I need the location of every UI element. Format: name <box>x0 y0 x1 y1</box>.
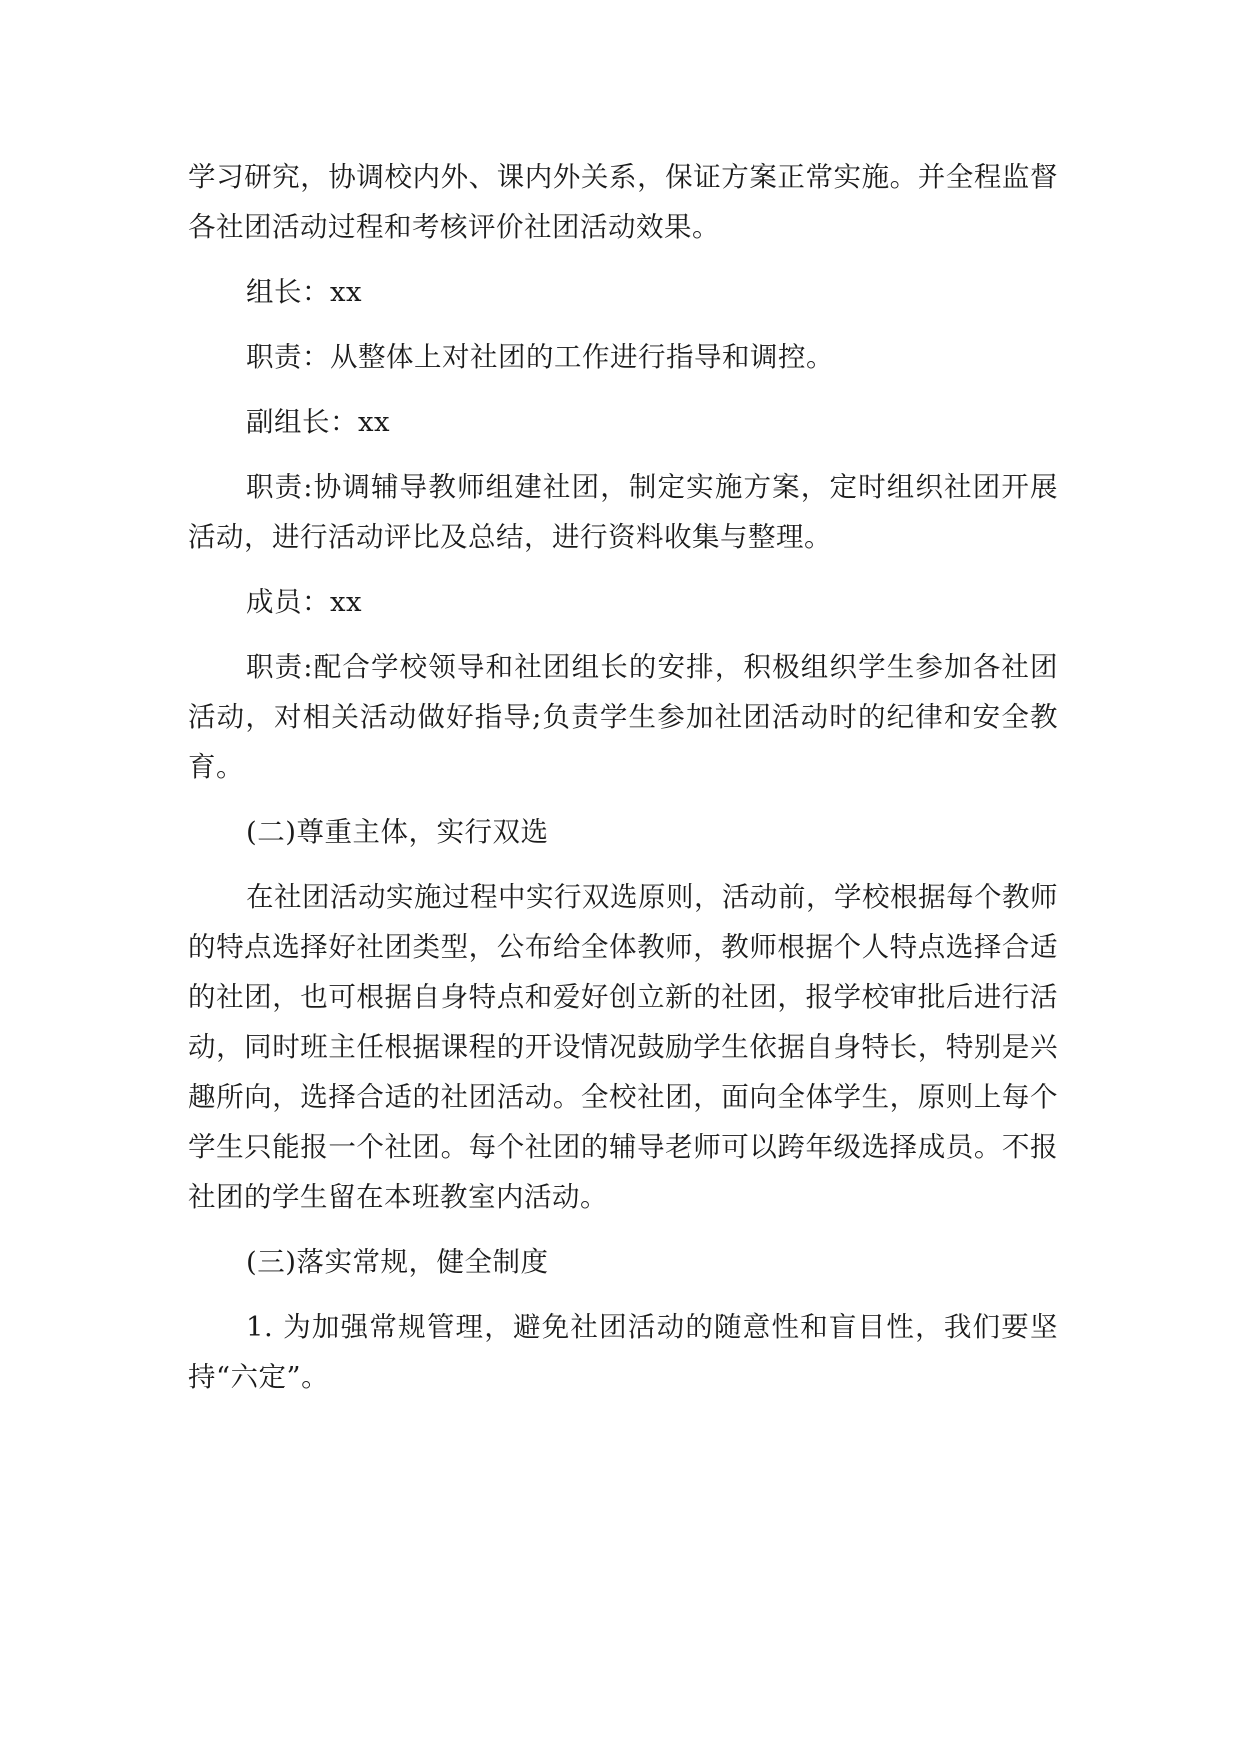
paragraph-group-leader: 组长：xx <box>246 276 363 308</box>
paragraph-deputy-leader-duty: 职责:协调辅导教师组建社团，制定实施方案，定时组织社团开展活动，进行活动评比及总结，进行资料收集与整理。 <box>188 471 1058 553</box>
paragraph-group-leader-duty: 职责：从整体上对社团的工作进行指导和调控。 <box>246 341 834 373</box>
paragraph-deputy-leader: 副组长：xx <box>246 406 391 438</box>
section-heading-3: (三)落实常规，健全制度 <box>246 1246 549 1278</box>
section-heading-2: (二)尊重主体，实行双选 <box>246 816 549 848</box>
paragraph-continuation: 学习研究，协调校内外、课内外关系，保证方案正常实施。并全程监督各社团活动过程和考核评价社团活动效果。 <box>188 161 1058 243</box>
document-body <box>188 152 1058 1417</box>
paragraph-dual-selection: 在社团活动实施过程中实行双选原则，活动前，学校根据每个教师的特点选择好社团类型，公布给全体教师，教师根据个人特点选择合适的社团，也可根据自身特点和爱好创立新的社团，报学校审批后进行活动，同时班主任根据课程的开设情况鼓励学生依据自身特长，特别是兴趣所向，选择合适的社团活动。全校社团，面向全体学生，原则上每个学生只能报一个社团。每个社团的辅导老师可以跨年级选择成员。不报社团的学生留在本班教室内活动。 <box>188 881 1058 1213</box>
paragraph-members: 成员：xx <box>246 586 363 618</box>
paragraph-members-duty: 职责:配合学校领导和社团组长的安排，积极组织学生参加各社团活动，对相关活动做好指导;负责学生参加社团活动时的纪律和安全教育。 <box>188 651 1058 783</box>
paragraph-six-fixed: 1. 为加强常规管理，避免社团活动的随意性和盲目性，我们要坚持“六定”。 <box>188 1311 1058 1393</box>
